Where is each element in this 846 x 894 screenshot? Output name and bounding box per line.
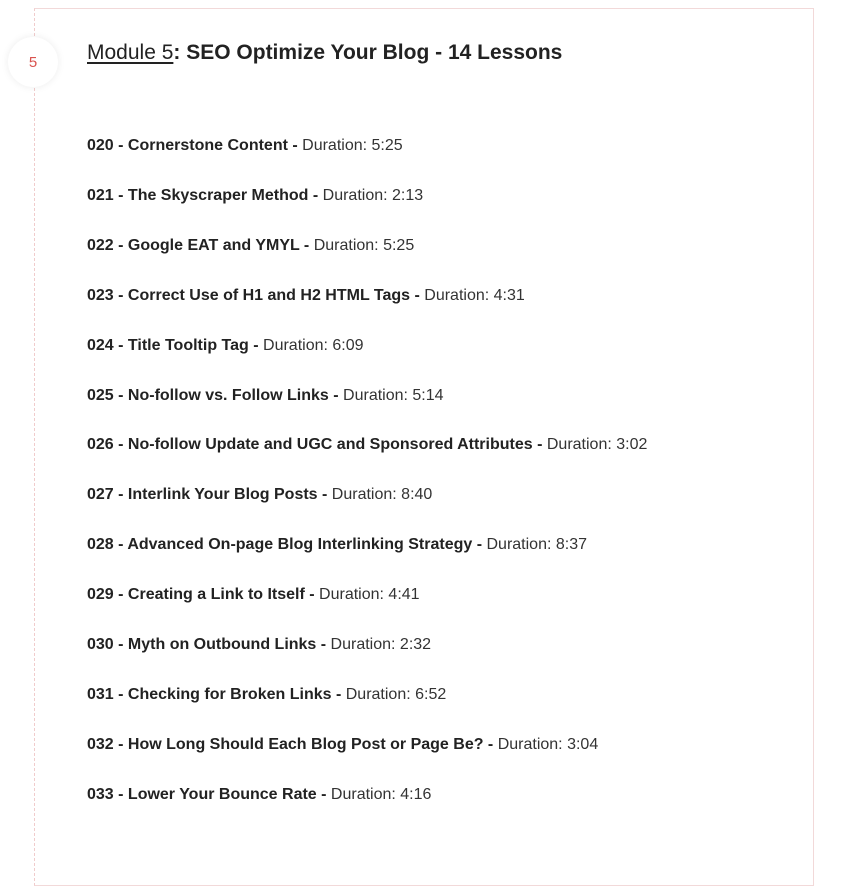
lesson-duration: Duration: 5:25 xyxy=(302,137,403,154)
lesson-item: 033 - Lower Your Bounce Rate - Duration: 4:16 xyxy=(87,785,432,803)
lesson-title: 023 - Correct Use of H1 and H2 HTML Tags xyxy=(87,286,411,304)
lesson-duration: Duration: 6:52 xyxy=(345,685,447,703)
lesson-duration: Duration: 4:31 xyxy=(424,286,525,304)
lesson-title: 025 - No-follow vs. Follow Links xyxy=(87,386,329,404)
lesson-duration: Duration: 3:04 xyxy=(497,735,599,753)
lesson-title: 033 - Lower Your Bounce Rate xyxy=(87,785,317,803)
lesson-item: 027 - Interlink Your Blog Posts - Duration: 8:40 xyxy=(87,486,433,504)
lesson-duration: Duration: 3:02 xyxy=(546,436,648,454)
lesson-duration: Duration: 2:13 xyxy=(322,186,424,204)
lesson-item: 021 - The Skyscraper Method - Duration: 2:13 xyxy=(87,186,424,204)
module-link[interactable]: Module 5 xyxy=(87,41,174,64)
lesson-item: 031 - Checking for Broken Links - Duration: 6:52 xyxy=(87,685,447,703)
lesson-list xyxy=(87,135,647,834)
module-title-text: : SEO Optimize Your Blog - 14 Lessons xyxy=(173,41,563,64)
lesson-title: 028 - Advanced On-page Blog Interlinking Strategy xyxy=(87,536,473,554)
lesson-item: 025 - No-follow vs. Follow Links - Duration: 5:14 xyxy=(87,386,444,404)
lesson-item: 026 - No-follow Update and UGC and Sponsored Attributes - Duration: 3:02 xyxy=(87,436,648,454)
lesson-duration: Duration: 2:32 xyxy=(330,636,432,654)
lesson-title: 032 - How Long Should Each Blog Post or Page Be? xyxy=(87,735,484,753)
lesson-title: 030 - Myth on Outbound Links xyxy=(87,636,317,654)
lesson-title: 022 - Google EAT and YMYL xyxy=(87,236,300,254)
module-number: 5 xyxy=(28,53,38,71)
lesson-duration: Duration: 4:16 xyxy=(330,785,432,803)
lesson-item: 029 - Creating a Link to Itself - Duration: 4:41 xyxy=(87,586,420,604)
lesson-title: 027 - Interlink Your Blog Posts xyxy=(87,486,318,504)
lesson-duration: Duration: 8:37 xyxy=(486,536,587,554)
lesson-item: 020 - Cornerstone Content - Duration: 5:25 xyxy=(87,137,403,154)
lesson-duration: Duration: 5:25 xyxy=(313,236,415,254)
lesson-item: 028 - Advanced On-page Blog Interlinking Strategy - Duration: 8:37 xyxy=(87,536,587,554)
lesson-title: 031 - Checking for Broken Links xyxy=(87,685,332,703)
lesson-title: 024 - Title Tooltip Tag xyxy=(87,336,249,354)
lesson-duration: Duration: 5:14 xyxy=(343,386,444,404)
lesson-duration: Duration: 8:40 xyxy=(331,486,433,504)
lesson-title: 029 - Creating a Link to Itself xyxy=(87,586,305,604)
module-number-badge xyxy=(8,37,58,87)
lesson-item: 022 - Google EAT and YMYL - Duration: 5:25 xyxy=(87,236,415,254)
module-title xyxy=(87,41,562,65)
lesson-item: 024 - Title Tooltip Tag - Duration: 6:09 xyxy=(87,336,364,354)
lesson-title: 021 - The Skyscraper Method xyxy=(87,186,309,204)
lesson-title: 020 - Cornerstone Content xyxy=(87,137,288,154)
lesson-title: 026 - No-follow Update and UGC and Sponsored Attributes xyxy=(87,436,533,454)
lesson-item: 023 - Correct Use of H1 and H2 HTML Tags - Duration: 4:31 xyxy=(87,286,525,304)
lesson-duration: Duration: 6:09 xyxy=(263,336,364,354)
lesson-item: 032 - How Long Should Each Blog Post or Page Be? - Duration: 3:04 xyxy=(87,735,599,753)
lesson-item: 030 - Myth on Outbound Links - Duration: 2:32 xyxy=(87,636,432,654)
lesson-duration: Duration: 4:41 xyxy=(319,586,420,604)
